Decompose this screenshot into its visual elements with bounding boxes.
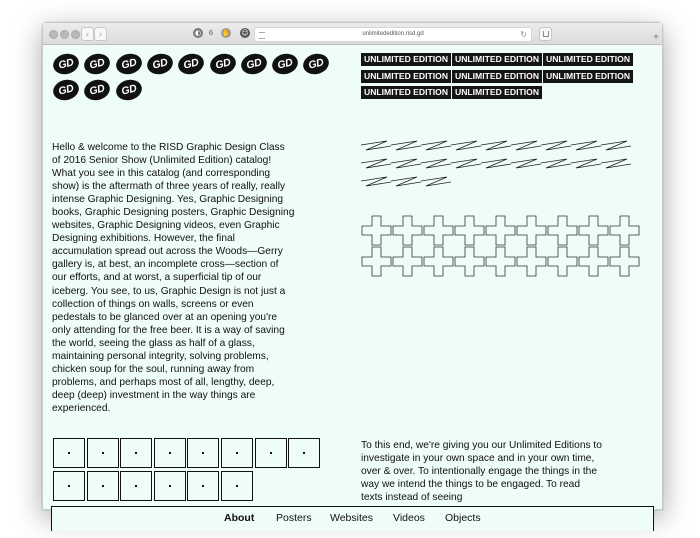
- new-tab-icon[interactable]: +: [653, 32, 659, 43]
- nav-videos[interactable]: Videos: [393, 512, 425, 524]
- cross-mark: [424, 216, 453, 245]
- zigzag-pattern: [361, 139, 633, 203]
- dot-square: [187, 438, 219, 468]
- close-window-button[interactable]: [49, 30, 58, 39]
- gd-logo: GD: [114, 51, 144, 77]
- cross-mark: [517, 216, 546, 245]
- gd-logo: GD: [176, 51, 206, 77]
- back-arrow-icon[interactable]: ‹: [81, 27, 94, 41]
- dot-square: [187, 471, 219, 501]
- browser-window: [42, 22, 663, 524]
- cross-mark: [579, 216, 608, 245]
- nav-about[interactable]: About: [224, 512, 255, 524]
- zigzag-mark: [451, 141, 481, 150]
- dot-square: [53, 438, 85, 468]
- share-icon[interactable]: [539, 27, 552, 41]
- dot-square: [120, 471, 152, 501]
- zigzag-mark: [451, 159, 481, 168]
- edition-label: UNLIMITED EDITION: [543, 53, 633, 66]
- zigzag-mark: [361, 141, 391, 150]
- gd-logo: GD: [207, 51, 237, 77]
- edition-label: UNLIMITED EDITION: [452, 70, 542, 83]
- nav-objects[interactable]: Objects: [445, 512, 481, 524]
- cross-pattern: [361, 215, 645, 277]
- dot-square: [255, 438, 287, 468]
- cross-mark: [610, 247, 639, 276]
- gd-logo: GD: [145, 51, 175, 77]
- cross-mark: [362, 216, 391, 245]
- reload-icon[interactable]: ↻: [520, 30, 527, 39]
- zigzag-mark: [391, 141, 421, 150]
- gd-logo: GD: [270, 51, 300, 77]
- edition-label: UNLIMITED EDITION: [452, 86, 542, 99]
- dot-square: [221, 471, 253, 501]
- reader-icon[interactable]: [259, 32, 265, 39]
- cross-mark: [610, 216, 639, 245]
- bottom-navigation: [51, 506, 654, 531]
- nav-posters[interactable]: Posters: [276, 512, 312, 524]
- gd-logo: GD: [114, 77, 144, 103]
- dot-square: [120, 438, 152, 468]
- cross-mark: [579, 247, 608, 276]
- page-content: [43, 45, 662, 524]
- dot-square: [87, 471, 119, 501]
- cross-mark: [424, 247, 453, 276]
- cross-mark: [455, 247, 484, 276]
- dot-square: [154, 471, 186, 501]
- badge-count: 6: [206, 28, 216, 38]
- cross-mark: [455, 216, 484, 245]
- gd-logo: GD: [51, 51, 81, 77]
- dot-square: [154, 438, 186, 468]
- cross-mark: [517, 247, 546, 276]
- zigzag-mark: [481, 141, 511, 150]
- zigzag-mark: [541, 159, 571, 168]
- gd-logo: GD: [82, 51, 112, 77]
- zigzag-mark: [421, 177, 451, 186]
- dot-square: [288, 438, 320, 468]
- cross-mark: [486, 247, 515, 276]
- zigzag-mark: [391, 177, 421, 186]
- extension-icon[interactable]: ◐: [194, 29, 202, 37]
- cross-mark: [362, 247, 391, 276]
- nav-websites[interactable]: Websites: [330, 512, 373, 524]
- edition-label: UNLIMITED EDITION: [361, 86, 451, 99]
- address-bar[interactable]: [254, 27, 532, 42]
- browser-toolbar: [43, 23, 662, 45]
- zigzag-mark: [421, 141, 451, 150]
- zigzag-mark: [361, 159, 391, 168]
- minimize-window-button[interactable]: [60, 30, 69, 39]
- edition-label: UNLIMITED EDITION: [361, 53, 451, 66]
- zigzag-mark: [571, 141, 601, 150]
- zigzag-mark: [391, 159, 421, 168]
- zigzag-mark: [571, 159, 601, 168]
- gd-logo: GD: [82, 77, 112, 103]
- zigzag-mark: [481, 159, 511, 168]
- cross-mark: [548, 216, 577, 245]
- zigzag-mark: [541, 141, 571, 150]
- zigzag-mark: [601, 141, 631, 150]
- dot-square: [53, 471, 85, 501]
- dot-square: [221, 438, 253, 468]
- dot-square: [87, 438, 119, 468]
- zigzag-mark: [421, 159, 451, 168]
- cross-mark: [393, 247, 422, 276]
- edition-label: UNLIMITED EDITION: [452, 53, 542, 66]
- dot-square-grid: [53, 438, 328, 504]
- zoom-window-button[interactable]: [71, 30, 80, 39]
- cross-mark: [486, 216, 515, 245]
- gd-logo: GD: [51, 77, 81, 103]
- zigzag-mark: [601, 159, 631, 168]
- zigzag-mark: [361, 177, 391, 186]
- forward-arrow-icon[interactable]: ›: [94, 27, 107, 41]
- gd-logo: GD: [239, 51, 269, 77]
- cross-mark: [548, 247, 577, 276]
- ghost-icon[interactable]: ☺: [241, 29, 249, 37]
- edition-label: UNLIMITED EDITION: [543, 70, 633, 83]
- zigzag-mark: [511, 159, 541, 168]
- gd-logo: GD: [301, 51, 331, 77]
- cross-mark: [393, 216, 422, 245]
- intro-paragraph: Hello & welcome to the RISD Graphic Design Class of 2016 Senior Show (Unlimited Edition) catalog! What you see in this catalog (and corresponding show) is the aftermath of three years of really, really intense Graphic Designing. Yes, Graphic Designing books, Graphic Designing posters, Graphic Designing websites, Graphic Designing videos, even Graphic Designing exhibitions. However, the final accumulation spread out across the Woods—Gerry gallery is, at best, an incomplete cross—section of our efforts, and at worst, a superficial tip of our iceberg. You see, to us, Graphic Design is not just a collection of things on walls, screens or even pedestals to be glanced over at an opening you're only attending for the free beer. It is a way of saving the world, seeing the glass as half of a glass, maintaining personal integrity, solving problems, chicken soup for the soul, running away from problems, and perhaps most of all, lengthy, deep, deep (deep) investment in the way things are experienced.: [52, 142, 295, 414]
- outro-paragraph: To this end, we're giving you our Unlimited Editions to investigate in your own space and in your own time, over & over. To intentionally engage the things in the way we intend the things to be engaged. To read texts instead of seeing: [361, 440, 602, 504]
- zigzag-mark: [511, 141, 541, 150]
- hand-icon[interactable]: ✋: [221, 29, 231, 37]
- url-text: unlimitededition.risd.gd: [362, 31, 424, 37]
- edition-label: UNLIMITED EDITION: [361, 70, 451, 83]
